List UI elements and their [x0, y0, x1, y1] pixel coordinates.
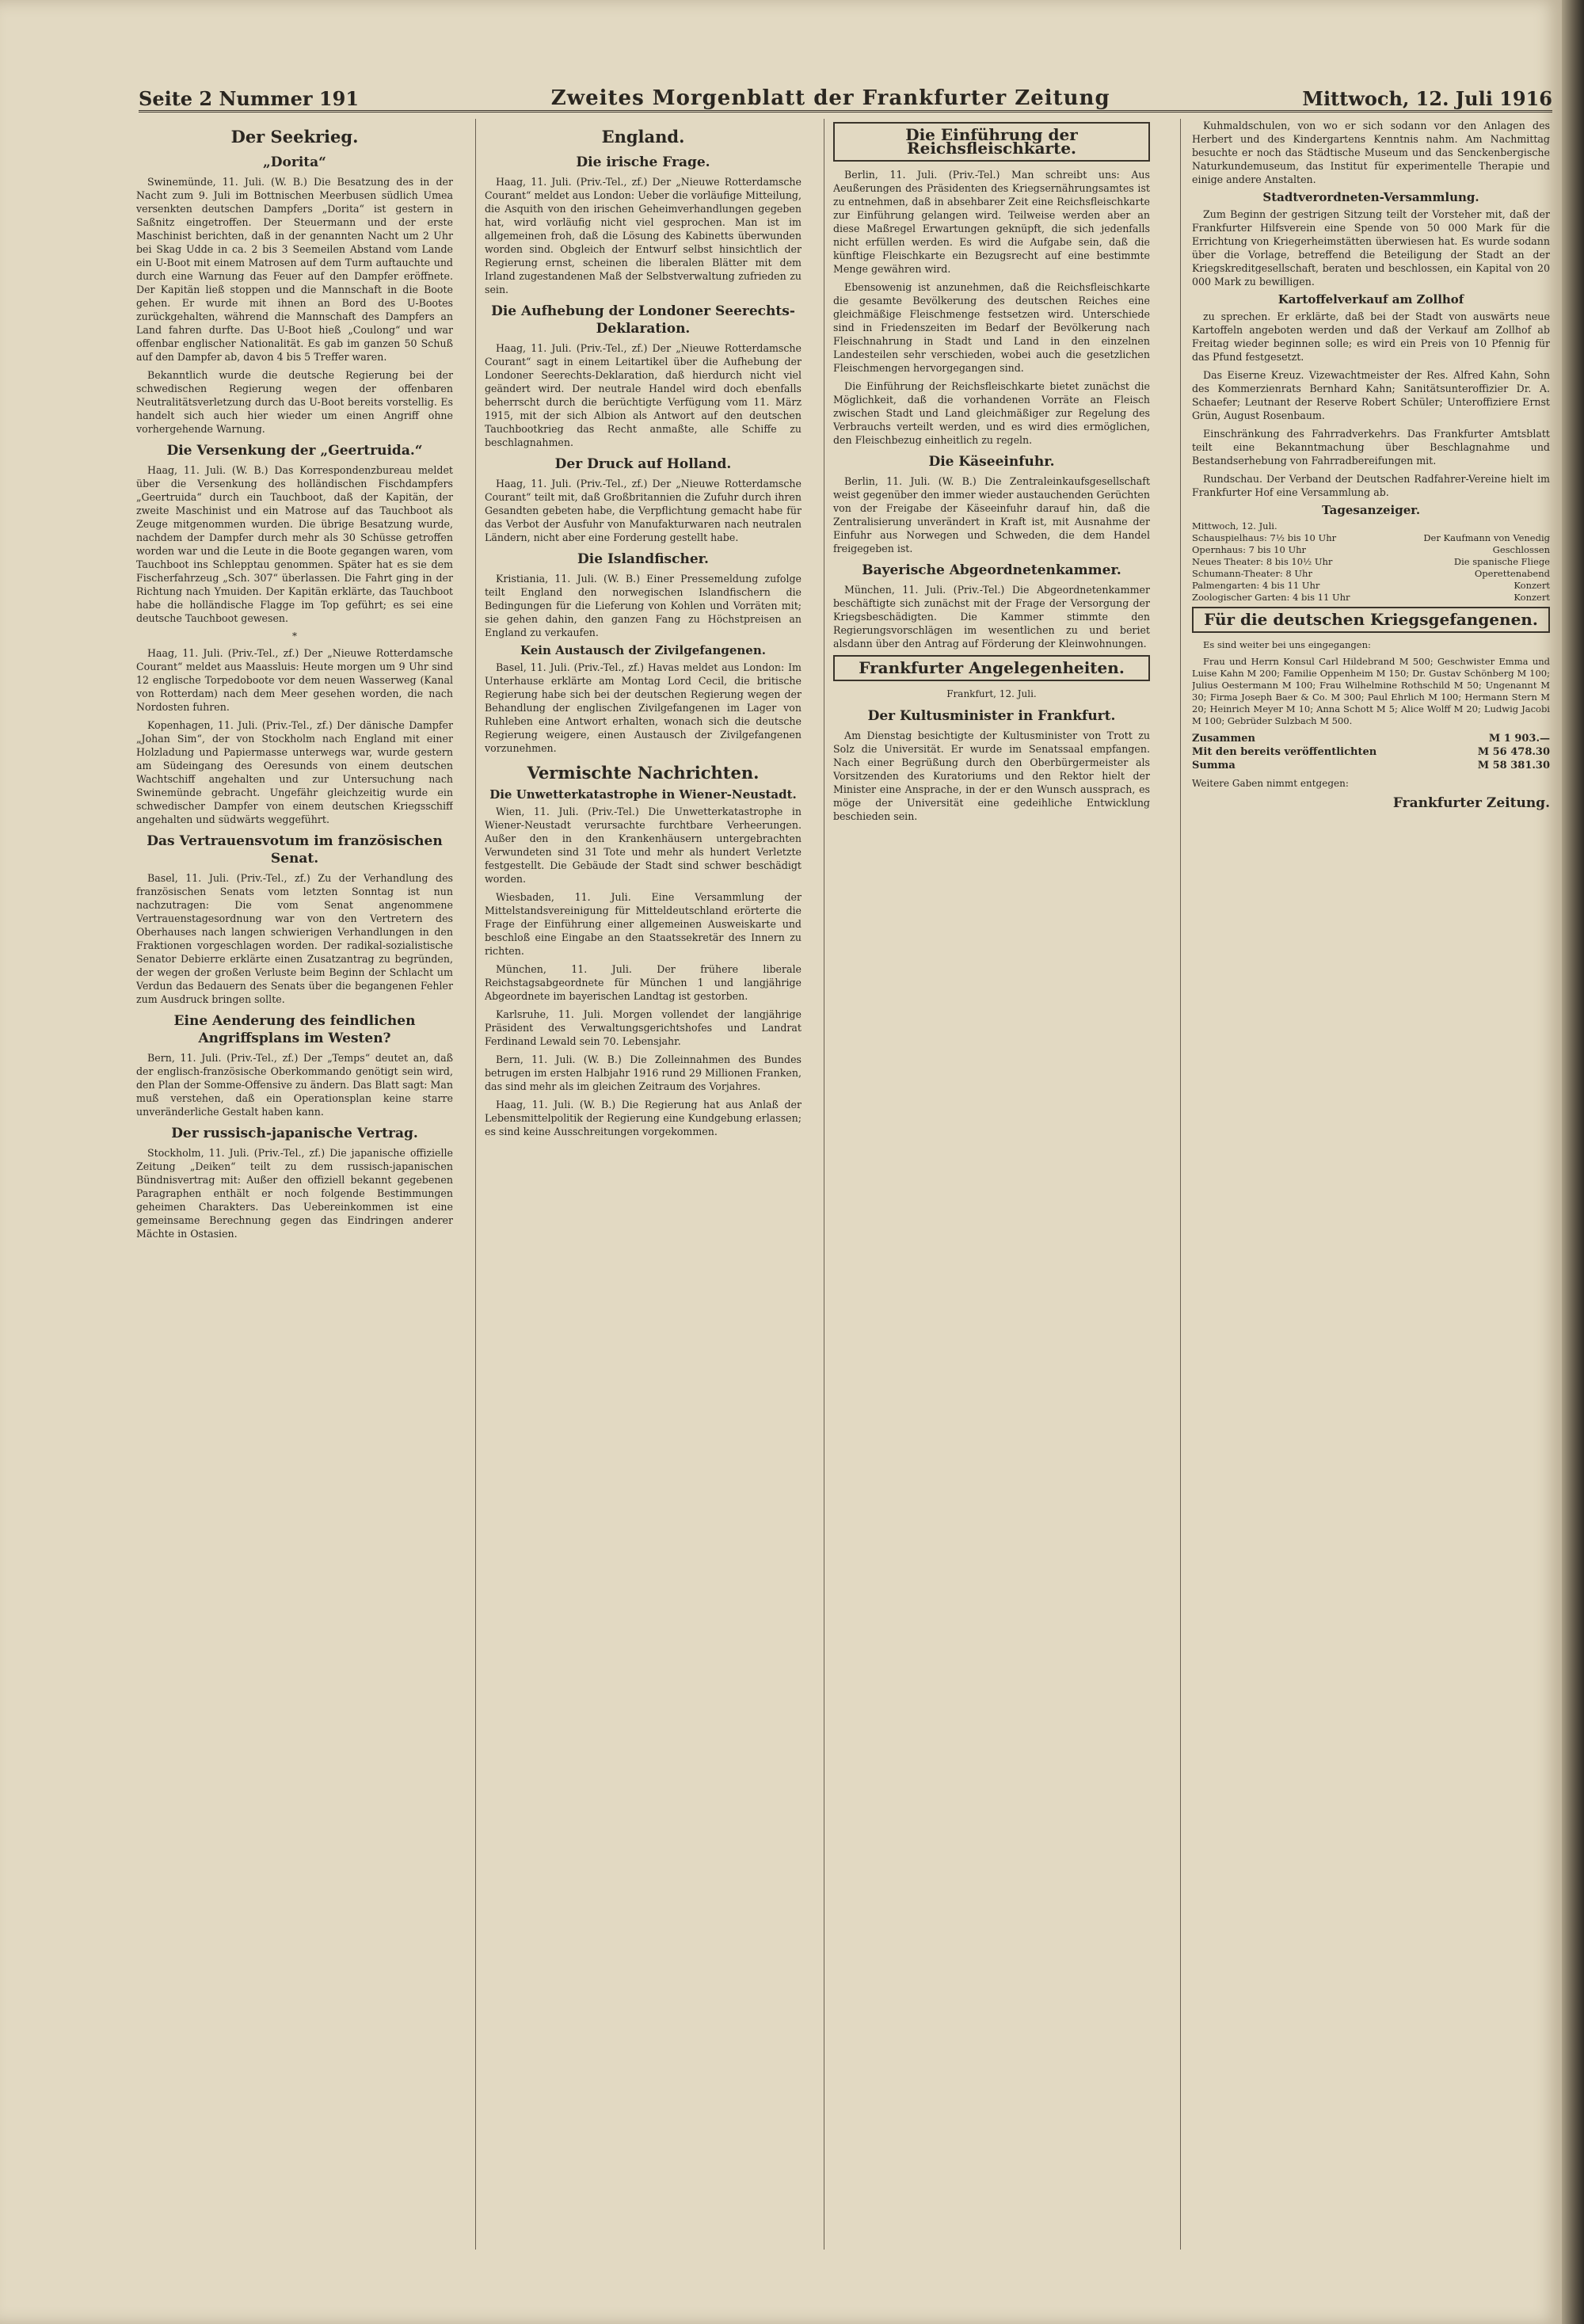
list-item: Neues Theater: 8 bis 10½ Uhr Die spanische Fliege [1192, 556, 1550, 567]
article-paragraph: Am Dienstag besichtigte der Kultusminister von Trott zu Solz die Universität. Er wurde im Senatssaal empfangen. Nach einer Begrüßung durch den Oberbürgermeister als Vorsitzenden des Kuratoriums und den Rektor hielt der Minister eine Ansprache, in der er den Wunsch aussprach, es möge der Universität eine gedeihliche Entwicklung beschieden sein. [833, 730, 1150, 822]
article-paragraph: Haag, 11. Juli. (Priv.-Tel., zf.) Der „Nieuwe Rotterdamsche Courant“ meldet aus Maassluis: Heute morgen um 9 Uhr sind 12 englische Torpedoboote vor dem neuen Wasserweg (Kanal von Rotterdam) nach dem Meer gesehen worden, die nach Nordosten fuhren. [136, 647, 453, 713]
list-item: Zoologischer Garten: 4 bis 11 Uhr Konzert [1192, 592, 1550, 603]
section-heading: Der Seekrieg. [230, 127, 359, 147]
article-paragraph: Bern, 11. Juli. (W. B.) Die Zolleinnahmen des Bundes betrugen im ersten Halbjahr 1916 rund 29 Millionen Franken, das sind mehr als im gleichen Zeitraum des Vorjahres. [485, 1053, 802, 1092]
article-paragraph: Karlsruhe, 11. Juli. Morgen vollendet der langjährige Präsident des Verwaltungsgerichtshofes und Landrat Ferdinand Lewald sein 70. Lebensjahr. [485, 1008, 802, 1047]
article-heading: Stadtverordneten-Versammlung. [1262, 190, 1479, 204]
article-paragraph: Basel, 11. Juli. (Priv.-Tel., zf.) Havas meldet aus London: Im Unterhause erklärte am Montag Lord Cecil, die britische Regierung habe sich bei der deutschen Regierung wegen der Behandlung der englischen Zivilgefangenen im Lager von Ruhleben eine Antwort erhalten, wonach sich die deutsche Regierung weigere, einen Austausch der Zivilgefangenen vorzunehmen. [485, 661, 802, 754]
signature: Frankfurter Zeitung. [1392, 795, 1550, 811]
column-rule [475, 119, 476, 2250]
article-paragraph: Das Eiserne Kreuz. Vizewachtmeister der Res. Alfred Kahn, Sohn des Kommerzienrats Bernhard Kahn; Sanitätsunteroffizier Dr. A. Schaefer; Leutnant der Reserve Robert Schüler; Unteroffiziere Ernst Grün, August Rosenbaum. [1192, 369, 1550, 421]
article-heading: Die Versenkung der „Geertruida.“ [166, 443, 423, 459]
section-heading: Vermischte Nachrichten. [527, 763, 760, 783]
article-paragraph: Haag, 11. Juli. (W. B.) Die Regierung hat aus Anlaß der Lebensmittelpolitik der Regierung eine Kundgebung erlassen; es sind keine Ausschreitungen vorgekommen. [485, 1099, 802, 1137]
article-heading: Tagesanzeiger. [1321, 503, 1421, 517]
total-row: Zusammen M 1 903.— [1192, 733, 1550, 745]
column-3 [833, 119, 1150, 2250]
article-heading: „Dorita“ [263, 154, 326, 170]
donation-list: Frau und Herrn Konsul Carl Hildebrand M 500; Geschwister Emma und Luise Kahn M 200; Familie Oppenheim M 150; Dr. Gustav Schönberg M 100; Julius Oestermann M 100; Frau Wilhelmine Rothschild M 50; Ungenannt M 30; Firma Joseph Baer & Co. M 300; Paul Ehrlich M 100; Hermann Stern M 20; Heinrich Meyer M 10; Anna Schott M 5; Alice Wolff M 20; Ludwig Jacobi M 100; Gebrüder Sulzbach M 500. [1192, 656, 1550, 726]
article-heading: Die Unwetterkatastrophe in Wiener-Neustadt. [489, 787, 797, 802]
article-paragraph: Stockholm, 11. Juli. (Priv.-Tel., zf.) Die japanische offizielle Zeitung „Deiken“ teilt zu dem russisch-japanischen Bündnisvertrag mit: Außer den offiziell bekannt gegebenen Paragraphen enthält er noch folgende Bestimmungen geheimen Charakters. Das Uebereinkommen ist eine gemeinsame Berechnung gegen das Eindringen anderer Mächte in Ostasien. [136, 1147, 453, 1240]
tagesanzeiger-list [1192, 520, 1550, 604]
dateline: Frankfurt, 12. Juli. [946, 688, 1037, 699]
column-1 [136, 119, 453, 2250]
article-paragraph: Haag, 11. Juli. (W. B.) Das Korrespondenzbureau meldet über die Versenkung des holländischen Fischdampfers „Geertruida“ durch ein Tauchboot, daß der Kapitän, der zweite Maschinist und ein Matrose auf das Tauchboot als Zeuge mitgenommen wurden. Die übrige Besatzung wurde, nachdem der Dampfer durch mehr als 30 Schüsse getroffen worden war und die Leute in die Boote gegangen waren, vom Tauchboot ins Schlepptau genommen. Später hat es sie dem Fischerfahrzeug „Sch. 307“ überlassen. Die Fahrt ging in der Richtung nach Ymuiden. Der Kapitän erklärte, das Tauchboot habe die holländische Flagge im Top geführt; es sei eine deutsche Tauchboot gewesen. [136, 464, 453, 624]
article-heading: Die Aufhebung der Londoner Seerechts-Deklaration. [491, 303, 795, 337]
binding-gutter [1562, 0, 1584, 2324]
article-paragraph: Wien, 11. Juli. (Priv.-Tel.) Die Unwetterkatastrophe in Wiener-Neustadt verursachte furchtbare Verheerungen. Außer den in den Krankenhäusern untergebrachten Verwundeten sind 31 Tote und mehr als hundert Verletzte festgestellt. Die Gebäude der Stadt sind schwer beschädigt worden. [485, 806, 802, 885]
article-paragraph: München, 11. Juli. (Priv.-Tel.) Die Abgeordnetenkammer beschäftigte sich zunächst mit der Frage der Versorgung der Kriegsbeschädigten. Die Kammer stimmte den Regierungsvorschlägen im wesentlichen zu und beriet alsdann über den Antrag auf Förderung der Kleinwohnungen. [833, 584, 1150, 650]
header-date: Mittwoch, 12. Juli 1916 [1302, 87, 1552, 110]
list-item: Schauspielhaus: 7½ bis 10 Uhr Der Kaufmann von Venedig [1192, 532, 1550, 543]
boxed-headline: Für die deutschen Kriegsgefangenen. [1192, 607, 1550, 633]
list-item: Palmengarten: 4 bis 11 Uhr Konzert [1192, 580, 1550, 591]
page-header [139, 75, 1552, 112]
article-paragraph: Swinemünde, 11. Juli. (W. B.) Die Besatzung des in der Nacht zum 9. Juli im Bottnischen Meerbusen südlich Umea versenkten deutschen Dampfers „Dorita“ ist gestern in Saßnitz eingetroffen. Der Steuermann und der erste Maschinist berichten, daß in der genannten Nacht um 2 Uhr bei Skag Udde in ca. 2 bis 3 Seemeilen Abstand vom Lande ein U-Boot mit einem Matrosen auf dem Turm auftauchte und durch eine Warnung das Feuer auf den Dampfer eröffnete. Der Kapitän ließ stoppen und die Mannschaft in die Boote gehen. Er wurde mit ihnen an Bord des U-Bootes zurückgehalten, während die Mannschaft des Dampfers an Land fahren durfte. Das U-Boot hieß „Coulong“ und war offenbar englischer Nationalität. Es gab im ganzen 50 Schuß auf den Dampfer ab, davon 4 bis 5 Treffer waren. [136, 176, 453, 363]
article-heading: Die Käseeinfuhr. [928, 454, 1055, 470]
article-heading: Kartoffelverkauf am Zollhof [1277, 292, 1464, 307]
article-paragraph: Es sind weiter bei uns eingegangen: [1203, 639, 1371, 650]
list-header: Mittwoch, 12. Juli. [1192, 520, 1277, 531]
article-heading: Eine Aenderung des feindlichen Angriffsplans im Westen? [173, 1013, 416, 1046]
article-paragraph: Wiesbaden, 11. Juli. Eine Versammlung der Mittelstandsvereinigung für Mitteldeutschland erörterte die Frage der Einführung einer allgemeinen Ausweiskarte und beschloß eine Eingabe an den Staatssekretär des Innern zu richten. [485, 891, 802, 957]
article-heading: Der russisch-japanische Vertrag. [171, 1126, 418, 1141]
article-heading: Die irische Frage. [576, 154, 710, 170]
article-paragraph: Basel, 11. Juli. (Priv.-Tel., zf.) Zu der Verhandlung des französischen Senats vom letzten Sonntag ist nun nachzutragen: Die vom Senat angenommene Vertrauenstagesordnung war von den Vertretern des Oberhauses nach langen schwierigen Verhandlungen in den Fraktionen vorgeschlagen worden. Der radikal-sozialistische Senator Debierre erklärte einen Zusatzantrag zu begründen, der wegen der großen Verluste beim Beginn der Schlacht um Verdun das Bedauern des Senats über die begangenen Fehler zum Ausdruck bringen sollte. [136, 872, 453, 1005]
total-row: Mit den bereits veröffentlichten M 56 478.30 [1192, 746, 1550, 758]
article-paragraph: Kristiania, 11. Juli. (W. B.) Einer Pressemeldung zufolge teilt England den norwegischen Islandfischern die Bedingungen für die Lieferung von Kohlen und Vorräten mit; sie gehen dahin, den ganzen Fang zu Höchstpreisen an England zu verkaufen. [485, 573, 802, 638]
column-4 [1192, 119, 1550, 2250]
article-paragraph: Ebensowenig ist anzunehmen, daß die Reichsfleischkarte die gesamte Bevölkerung des deutschen Reiches eine gleichmäßige Fleischmenge festsetzen wird. Unterschiede sind in Friedenszeiten im Bedarf der Bevölkerung nach Fleischnahrung in Stadt und Land in den einzelnen Landesteilen sehr verschieden, wobei auch die gesetzlichen Fleischmengen hervorgegangen sind. [833, 281, 1150, 374]
article-heading: Das Vertrauensvotum im französischen Senat. [147, 833, 443, 867]
article-paragraph: Die Einführung der Reichsfleischkarte bietet zunächst die Möglichkeit, daß die vorhandenen Vorräte an Fleisch zwischen Stadt und Land gleichmäßiger zur Regelung des Verbrauchs verteilt werden, und es wird dies ermöglichen, den Fleischbezug einheitlich zu regeln. [833, 380, 1150, 446]
list-item: Schumann-Theater: 8 Uhr Operettenabend [1192, 568, 1550, 579]
boxed-headline: Frankfurter Angelegenheiten. [833, 655, 1150, 681]
article-paragraph: Bekanntlich wurde die deutsche Regierung bei der schwedischen Regierung wegen der offenbaren Neutralitätsverletzung durch das U-Boot bereits vorstellig. Es handelt sich auch hier wieder um einen Angriff ohne vorhergehende Warnung. [136, 369, 453, 435]
article-paragraph: Zum Beginn der gestrigen Sitzung teilt der Vorsteher mit, daß der Frankfurter Hilfsverein eine Spende von 50 000 Mark für die Errichtung von Kriegerheimstätten überwiesen hat. Es wurde sodann über die Vorlage, betreffend die Beteiligung der Stadt an der Kriegskreditgesellschaft, beraten und beschlossen, ein Kapital von 20 000 Mark zu bewilligen. [1192, 208, 1550, 288]
article-paragraph: Rundschau. Der Verband der Deutschen Radfahrer-Vereine hielt im Frankfurter Hof eine Versammlung ab. [1192, 473, 1550, 498]
article-paragraph: München, 11. Juli. Der frühere liberale Reichstagsabgeordnete für München 1 und langjährige Abgeordnete im bayerischen Landtag ist gestorben. [485, 963, 802, 1002]
article-paragraph: Berlin, 11. Juli. (W. B.) Die Zentraleinkaufsgesellschaft weist gegenüber den immer wieder austauchenden Gerüchten von der Freigabe der Käseeinfuhr darauf hin, daß die Zentralisierung unverändert in Kraft ist, mit Ausnahme der Einfuhr aus Norwegen und Schweden, die dem Handel freigegeben ist. [833, 475, 1150, 554]
article-heading: Kein Austausch der Zivilgefangenen. [520, 643, 766, 657]
article-paragraph: Haag, 11. Juli. (Priv.-Tel., zf.) Der „Nieuwe Rotterdamsche Courant“ sagt in einem Leitartikel über die Aufhebung der Londoner Seerechts-Deklaration, daß hierdurch nicht viel geändert wird. Der neutrale Handel wird doch ebenfalls beherrscht durch die berüchtigte Verfügung vom 11. März 1915, mit der sich Albion als Antwort auf den deutschen Tauchbootkrieg das Recht anmaßte, alle Schiffe zu beschlagnahmen. [485, 342, 802, 448]
article-paragraph: Einschränkung des Fahrradverkehrs. Das Frankfurter Amtsblatt teilt eine Bekanntmachung über Beschlagnahme und Bestandserhebung von Fahrradbereifungen mit. [1192, 428, 1550, 467]
column-2 [485, 119, 802, 2250]
total-row: Summa M 58 381.30 [1192, 760, 1550, 771]
column-rule [1180, 119, 1181, 2250]
article-paragraph: Haag, 11. Juli. (Priv.-Tel., zf.) Der „Nieuwe Rotterdamsche Courant“ meldet aus London: Ueber die vorläufige Mitteilung, die Asquith von den irischen Geheimverhandlungen gegeben hat, wird vorläufig nicht viel gesprochen. Man ist im allgemeinen froh, daß die Lösung des Kabinetts überwunden worden sind. Obgleich der Entwurf selbst hinsichtlich der Regierung ernst, scheinen die liberalen Blätter mit dem Irland zugestandenen Maß der Selbstverwaltung zufrieden zu sein. [485, 176, 802, 295]
article-paragraph: Haag, 11. Juli. (Priv.-Tel., zf.) Der „Nieuwe Rotterdamsche Courant“ teilt mit, daß Großbritannien die Zufuhr durch ihren Gesandten gebeten habe, die Verpflichtung gemacht habe für das Verbot der Ausfuhr von Manufakturwaren nach neutralen Ländern, nicht aber eine Forderung gestellt habe. [485, 478, 802, 543]
article-paragraph: Kuhmaldschulen, von wo er sich sodann vor den Anlagen des Herbert und des Kindergartens Kenntnis nahm. Am Nachmittag besuchte er noch das Städtische Museum und das Senckenbergische Naturkundemuseum, das Institut für experimentelle Therapie und einige andere Anstalten. [1192, 120, 1550, 185]
article-heading: Bayerische Abgeordnetenkammer. [862, 562, 1121, 578]
section-heading: England. [601, 127, 685, 147]
article-paragraph: Berlin, 11. Juli. (Priv.-Tel.) Man schreibt uns: Aus Aeußerungen des Präsidenten des Kriegsernährungsamtes ist zu entnehmen, daß in absehbarer Zeit eine Reichsfleischkarte zur Einführung gelangen wird. Teilweise werden aber an diese Maßregel Erwartungen geknüpft, die sich jedenfalls nicht erfüllen werden. Es wird die Aufgabe sein, daß die künftige Fleischkarte ein Bezugsrecht auf eine bestimmte Menge gewähren wird. [833, 169, 1150, 275]
header-page-number: Seite 2 Nummer 191 [139, 87, 360, 110]
article-paragraph: zu sprechen. Er erklärte, daß bei der Stadt von auswärts neue Kartoffeln angeboten werden und daß der Verkauf am Zollhof ab Freitag wieder beginnen solle; es wird ein Preis von 10 Pfennig für das Pfund festgesetzt. [1192, 311, 1550, 363]
article-heading: Der Druck auf Holland. [554, 456, 732, 472]
article-heading: Der Kultusminister in Frankfurt. [867, 708, 1116, 724]
footer-note: Weitere Gaben nimmt entgegen: [1192, 778, 1349, 789]
boxed-headline: Die Einführung der Reichsfleischkarte. [833, 122, 1150, 162]
article-paragraph: Kopenhagen, 11. Juli. (Priv.-Tel., zf.) Der dänische Dampfer „Johan Sim“, der von Stockholm nach England mit einer Holzladung und Papiermasse unterwegs war, wurde gestern am Südeingang des Oeresunds von einem deutschen Wachtschiff angehalten und zur Untersuchung nach Swinemünde gebracht. Ungefähr gleichzeitig wurde ein schwedischer Dampfer von einem deutschen Kriegsschiff angehalten und südwärts weggeführt. [136, 719, 453, 825]
article-heading: Die Islandfischer. [577, 551, 709, 567]
list-item: Opernhaus: 7 bis 10 Uhr Geschlossen [1192, 544, 1550, 555]
article-paragraph: Bern, 11. Juli. (Priv.-Tel., zf.) Der „Temps“ deutet an, daß der englisch-französische Oberkommando genötigt sein wird, den Plan der Somme-Offensive zu ändern. Das Blatt sagt: Man muß verstehen, daß ein Operationsplan keine starre unveränderliche Gestalt haben kann. [136, 1052, 453, 1118]
separator: * [292, 631, 297, 642]
header-masthead: Zweites Morgenblatt der Frankfurter Zeitung [550, 86, 1110, 110]
